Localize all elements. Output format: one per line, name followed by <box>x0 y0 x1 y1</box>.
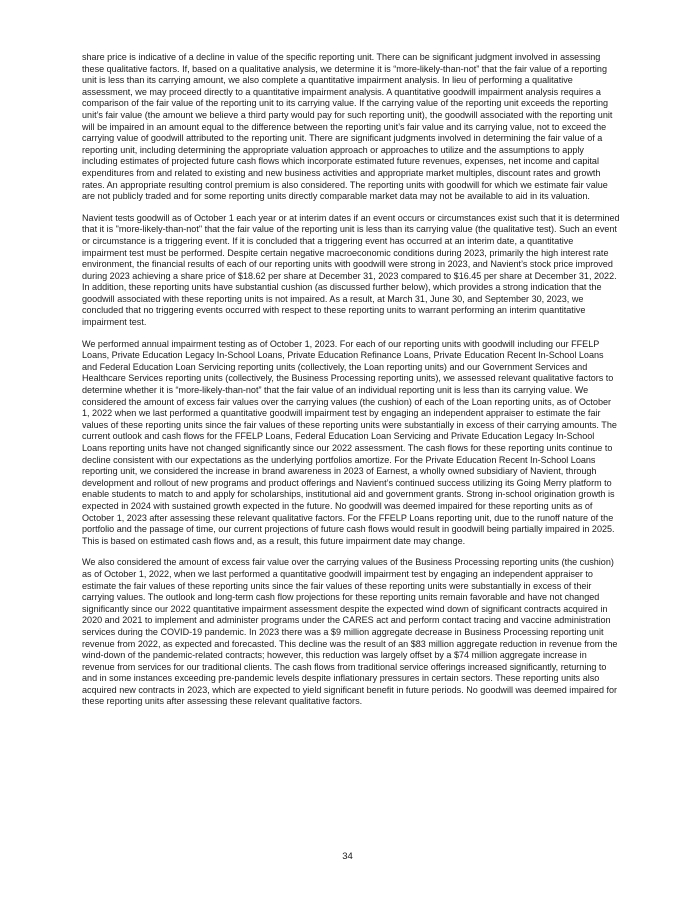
paragraph-business-processing-units: We also considered the amount of excess fair value over the carrying values of the Business Processing reporting units (the cushion) as of October 1, 2022, when we last performed a quantitative goodwill impairment test by engaging an independent appraiser to estimate the fair values of these reporting units since the fair values of these reporting units were substantially in excess of their carrying values. The outlook and long-term cash flow projections for these reporting units remain favorable and have not changed significantly since our 2022 quantitative impairment assessment despite the expected wind down of significant contracts acquired in 2020 and 2021 to implement and administer programs under the CARES act and perform contact tracing and vaccine administration services during the COVID-19 pandemic. In 2023 there was a $9 million aggregate decrease in Business Processing reporting unit revenue from 2022, as expected and forecasted. This decline was the result of an $83 million aggregate reduction in revenue from the wind-down of the pandemic-related contracts; however, this reduction was largely offset by a $74 million aggregate increase in revenue from services for our traditional clients. The cash flows from traditional service offerings increased significantly, returning to and in some instances exceeding pre-pandemic levels despite inflationary pressures in certain sectors. These reporting units also acquired new contracts in 2023, which are expected to yield significant benefit in future periods. No goodwill was deemed impaired for these reporting units after assessing these relevant qualitative factors. <box>82 557 618 707</box>
page-number: 34 <box>342 851 353 862</box>
paragraph-triggering-event: Navient tests goodwill as of October 1 each year or at interim dates if an event occurs or circumstances exist such that it is determined that it is "more-likely-than-not" that the fair value of the reporting unit is less than its carrying value (the qualitative test). Such an event or circumstance is a triggering event. If it is concluded that a triggering event has occurred at an interim date, a quantitative impairment test must be performed. Despite certain negative macroeconomic conditions during 2023, primarily the high interest rate environment, the financial results of each of our reporting units with goodwill were strong in 2023, and Navient’s stock price improved during 2023 achieving a share price of $18.62 per share at December 31, 2023 compared to $16.45 per share at December 31, 2022. In addition, these reporting units have substantial cushion (as discussed further below), which provides a strong indication that the goodwill associated with these reporting units is not impaired. As a result, at March 31, June 30, and September 30, 2023, we concluded that no triggering events occurred with respect to these reporting units to warrant performing an interim quantitative impairment test. <box>82 212 620 328</box>
body-text <box>82 52 620 718</box>
paragraph-qualitative-assessment: share price is indicative of a decline in value of the specific reporting unit. There can be significant judgment involved in assessing these qualitative factors. If, based on a qualitative analysis, we determine it is “more-likely-than-not” that the fair value of a reporting unit is less than its carrying amount, we also complete a quantitative impairment analysis. In lieu of performing a qualitative assessment, we may proceed directly to a quantitative impairment analysis. A quantitative goodwill impairment analysis requires a comparison of the fair value of the reporting unit to its carrying value. If the carrying value of the reporting unit exceeds the reporting unit’s fair value (the amount we believe a third party would pay for such reporting unit), the goodwill associated with the reporting unit will be impaired in an amount equal to the difference between the reporting unit’s fair value and its carrying value, not to exceed the carrying value of goodwill attributed to the reporting unit. There are significant judgments involved in determining the fair value of a reporting unit, including determining the appropriate valuation approach or approaches to utilize and the assumptions to apply including estimates of projected future cash flows which incorporate estimated future revenues, expenses, net income and capital expenditures from and related to existing and new business activities and appropriate market multiples, discount rates and growth rates. An appropriate resulting control premium is also considered. The reporting units with goodwill for which we estimate fair value are not publicly traded and for some reporting units directly comparable market data may not be available to aid in its valuation. <box>82 52 613 202</box>
paragraph-loan-reporting-units: We performed annual impairment testing as of October 1, 2023. For each of our reporting units with goodwill including our FFELP Loans, Private Education Legacy In-School Loans, Private Education Refinance Loans, Private Education Recent In-School Loans and Federal Education Loan Servicing reporting units (collectively, the Loan reporting units) and our Government Services and Healthcare Services reporting units (collectively, the Business Processing reporting units), we assessed relevant qualitative factors to determine whether it is “more-likely-than-not” that the fair value of an individual reporting unit is less than its carrying value. We considered the amount of excess fair values over the carrying values (the cushion) of each of the Loan reporting units, as of October 1, 2022 when we last performed a quantitative goodwill impairment test by engaging an independent appraiser to estimate the fair values of these reporting units since the fair values of these reporting units were substantially in excess of their carrying amounts. The current outlook and cash flows for the FFELP Loans, Federal Education Loan Servicing and Private Education Legacy In-School Loans reporting units have not changed significantly since our 2022 assessment. The cash flows for these reporting units continue to decline consistent with our expectations as the underlying portfolios amortize. For the Private Education Recent In-School Loans reporting unit, we considered the increase in brand awareness in 2023 of Earnest, a wholly owned subsidiary of Navient, through development and rollout of new programs and product offerings and Navient’s continued success utilizing its Going Merry platform to enable students to match to and apply for scholarships, institutional aid and government grants. Strong in-school origination growth is expected in 2024 with sustained growth expected in the future. No goodwill was deemed impaired for these reporting units as of October 1, 2023 after assessing these relevant qualitative factors. For the FFELP Loans reporting unit, due to the runoff nature of the portfolio and the passage of time, our current projections of future cash flows would result in goodwill being partially impaired in 2025. This is based on estimated cash flows and, as a result, this future impairment date may change. <box>82 338 617 546</box>
